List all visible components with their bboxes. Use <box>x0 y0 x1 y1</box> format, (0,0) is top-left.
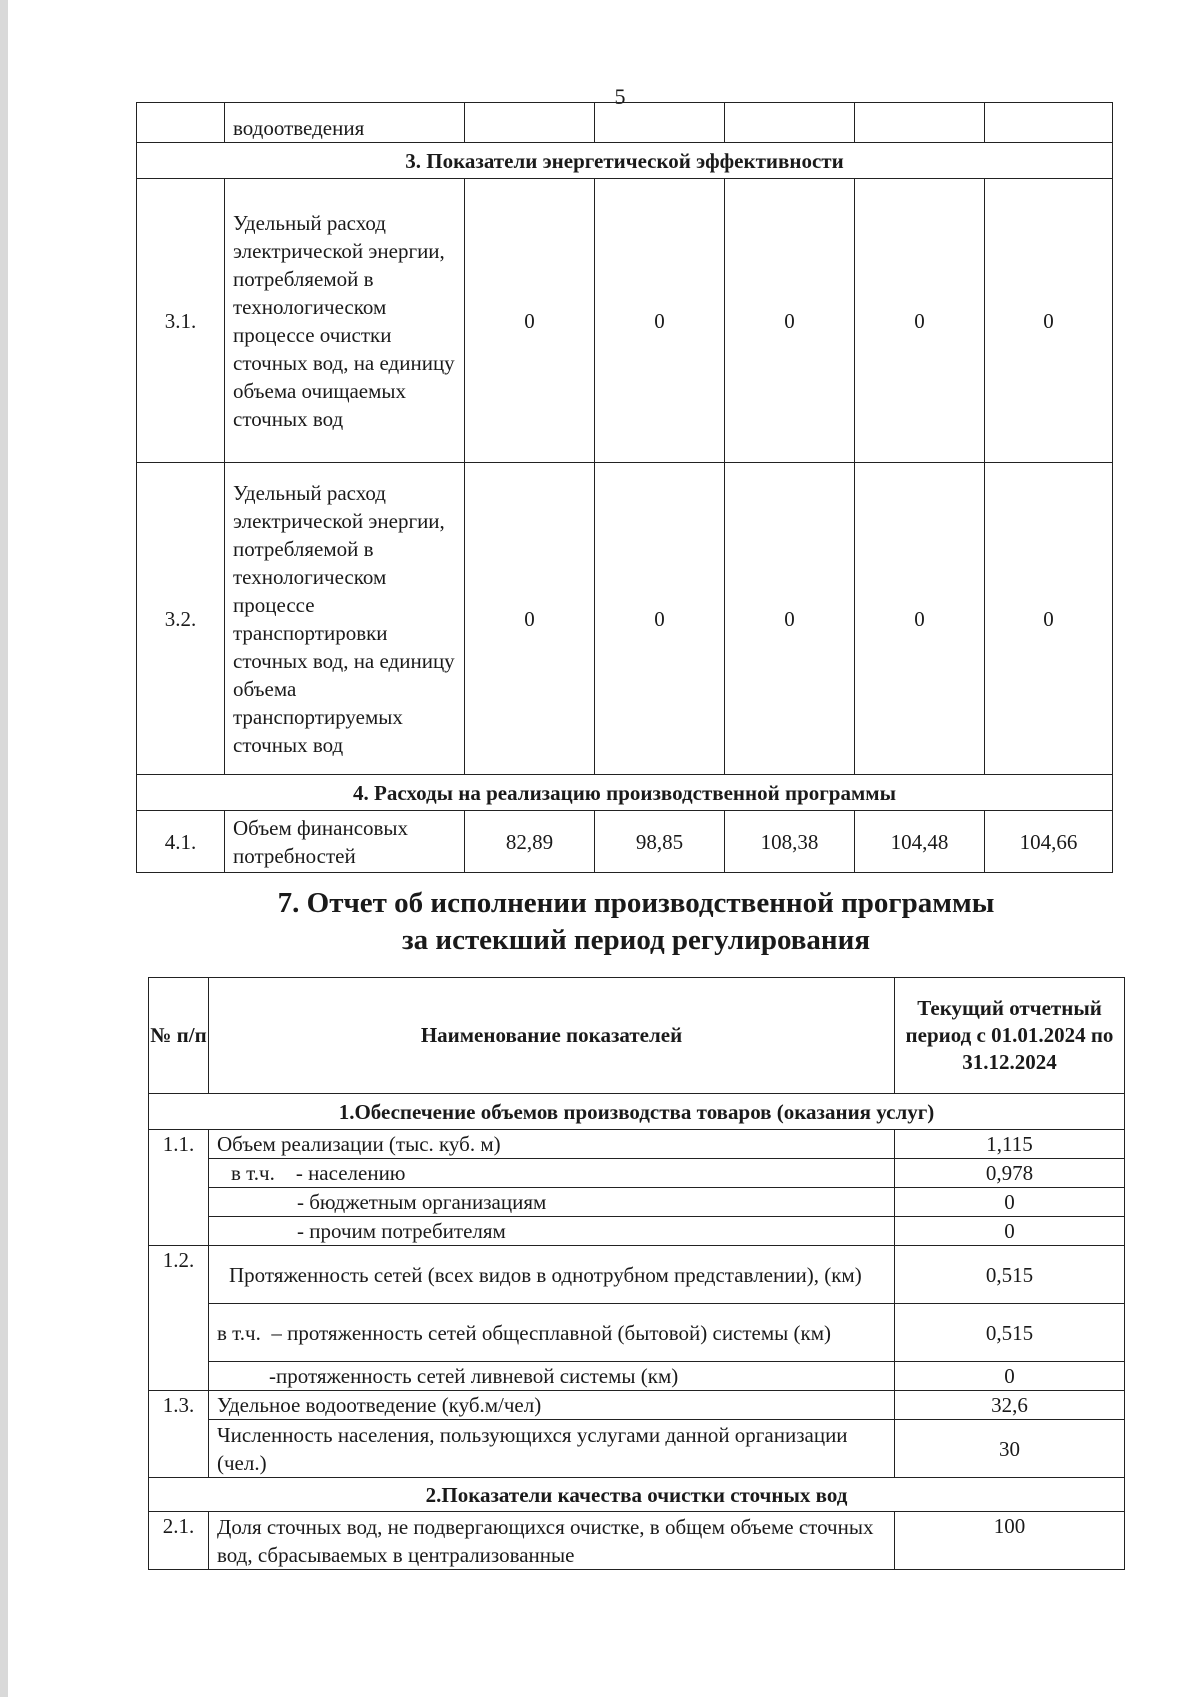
table-row <box>137 463 1113 775</box>
section-title: 3. Показатели энергетической эффективности <box>137 143 1113 179</box>
table-row <box>149 1512 1125 1570</box>
section-row <box>137 143 1113 179</box>
value-cell: 0 <box>595 179 725 463</box>
row-name: Объем финансовых потребностей <box>225 811 465 873</box>
header-name: Наименование показателей <box>209 978 895 1094</box>
table-row <box>137 811 1113 873</box>
value-cell: 0 <box>725 179 855 463</box>
page-number: 5 <box>614 84 626 109</box>
row-name: Численность населения, пользующихся услугами данной организации (чел.) <box>209 1420 895 1478</box>
row-name: Доля сточных вод, не подвергающихся очистке, в общем объеме сточных вод, сбрасываемых в централизованные <box>209 1512 895 1570</box>
value-cell: 0 <box>725 463 855 775</box>
value-cell: 0 <box>465 463 595 775</box>
table-row <box>149 1304 1125 1362</box>
row-number: 1.1. <box>149 1130 209 1246</box>
value-cell: 0 <box>595 463 725 775</box>
table-row <box>149 1188 1125 1217</box>
value-cell: 0,515 <box>895 1246 1125 1304</box>
value-cell: 32,6 <box>895 1391 1125 1420</box>
header-num: № п/п <box>149 978 209 1094</box>
row-number: 1.2. <box>149 1246 209 1391</box>
value-cell: 0 <box>855 179 985 463</box>
row-number: 2.1. <box>149 1512 209 1570</box>
value-cell: 98,85 <box>595 811 725 873</box>
row-name: Протяженность сетей (всех видов в однотрубном представлении), (км) <box>209 1246 895 1304</box>
section-title: 2.Показатели качества очистки сточных вод <box>149 1478 1125 1512</box>
value-cell: 0,978 <box>895 1159 1125 1188</box>
section-row <box>149 1094 1125 1130</box>
row-name: в т.ч. – протяженность сетей общесплавной (бытовой) системы (км) <box>209 1304 895 1362</box>
row-name: -протяженность сетей ливневой системы (км) <box>209 1362 895 1391</box>
value-cell: 0,515 <box>895 1304 1125 1362</box>
row-number: 3.2. <box>137 463 225 775</box>
row-number: 4.1. <box>137 811 225 873</box>
row-number: 3.1. <box>137 179 225 463</box>
header-row <box>149 978 1125 1094</box>
row-name: - прочим потребителям <box>209 1217 895 1246</box>
section-title: 1.Обеспечение объемов производства товаров (оказания услуг) <box>149 1094 1125 1130</box>
value-cell: 0 <box>895 1217 1125 1246</box>
row-number: 1.3. <box>149 1391 209 1478</box>
table-row <box>149 1246 1125 1304</box>
section-heading-subtitle: за истекший период регулирования <box>401 924 871 956</box>
header-period: Текущий отчетный период с 01.01.2024 по 31.12.2024 <box>895 978 1125 1094</box>
row-name: Удельное водоотведение (куб.м/чел) <box>209 1391 895 1420</box>
table-row <box>149 1217 1125 1246</box>
value-cell: 0 <box>985 179 1113 463</box>
row-name: Удельный расход электрической энергии, потребляемой в технологическом процессе транспортировки сточных вод, на единицу объема транспортируемых сточных вод <box>225 463 465 775</box>
report-table <box>148 977 1125 1570</box>
indicators-table <box>136 102 1113 873</box>
table-row <box>149 1420 1125 1478</box>
table-row <box>149 1130 1125 1159</box>
table-row <box>137 179 1113 463</box>
value-cell: 104,66 <box>985 811 1113 873</box>
value-cell: 0 <box>895 1362 1125 1391</box>
row-name: в т.ч. - населению <box>209 1159 895 1188</box>
table-row <box>149 1391 1125 1420</box>
value-cell: 0 <box>895 1188 1125 1217</box>
row-name: - бюджетным организациям <box>209 1188 895 1217</box>
section-title: 4. Расходы на реализацию производственной программы <box>137 775 1113 811</box>
value-cell: 104,48 <box>855 811 985 873</box>
value-cell: 0 <box>465 179 595 463</box>
section-row <box>137 775 1113 811</box>
section-row <box>149 1478 1125 1512</box>
value-cell: 1,115 <box>895 1130 1125 1159</box>
table-row <box>149 1159 1125 1188</box>
row-name: Объем реализации (тыс. куб. м) <box>209 1130 895 1159</box>
value-cell: 100 <box>895 1512 1125 1570</box>
value-cell: 108,38 <box>725 811 855 873</box>
row-name: Удельный расход электрической энергии, потребляемой в технологическом процессе очистки сточных вод, на единицу объема очищаемых сточных вод <box>225 179 465 463</box>
row-name: водоотведения <box>225 103 465 143</box>
value-cell: 30 <box>895 1420 1125 1478</box>
scan-edge <box>0 0 8 1697</box>
section-heading: 7. Отчет об исполнении производственной программы <box>277 887 995 919</box>
table-row <box>149 1362 1125 1391</box>
value-cell: 82,89 <box>465 811 595 873</box>
value-cell: 0 <box>855 463 985 775</box>
table-row <box>137 103 1113 143</box>
value-cell: 0 <box>985 463 1113 775</box>
